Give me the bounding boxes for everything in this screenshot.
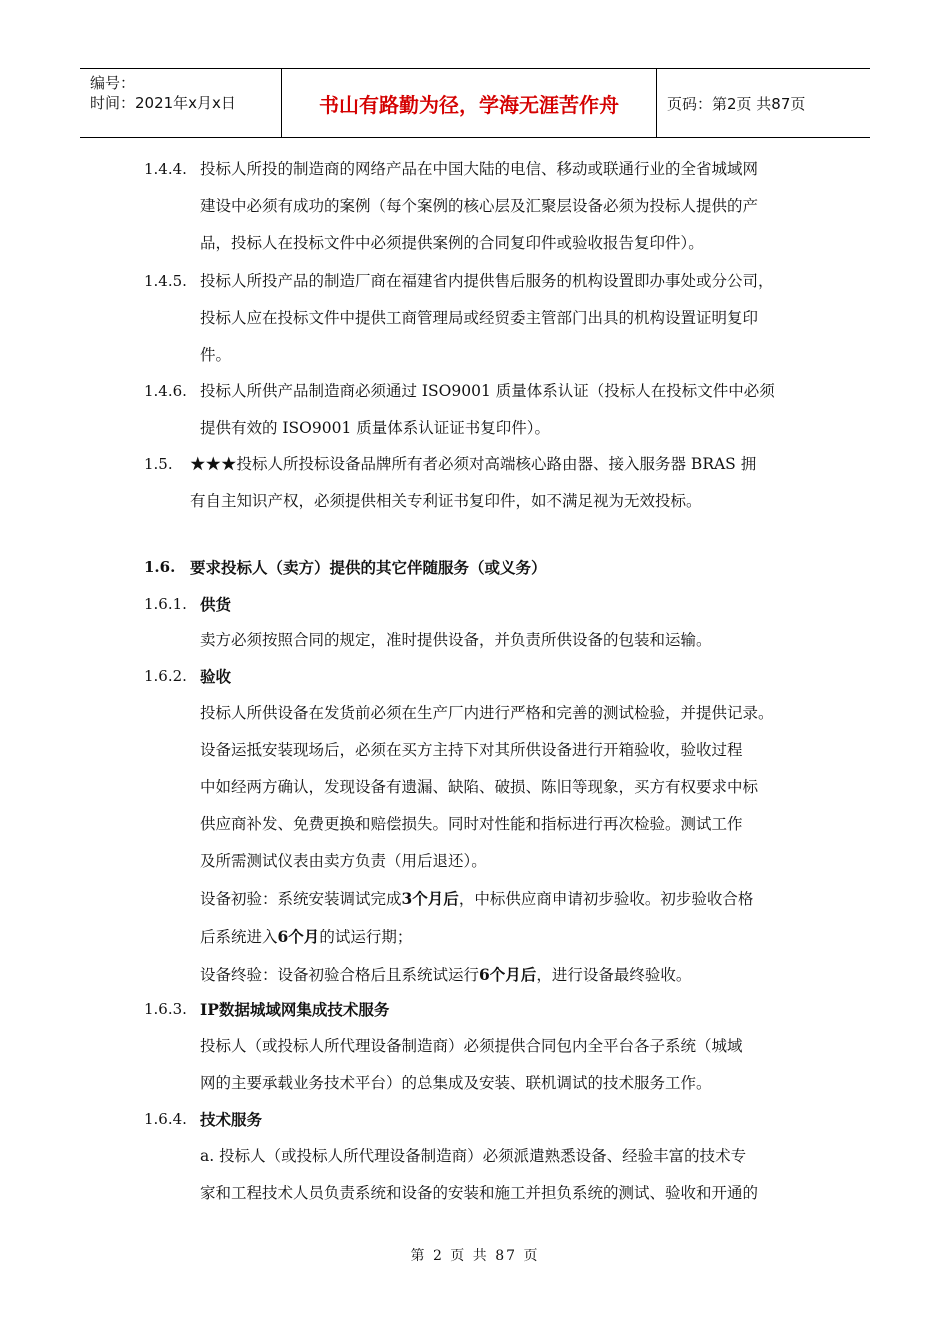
text-line: 有自主知识产权，必须提供相关专利证书复印件，如不满足视为无效投标。: [190, 492, 702, 510]
paragraph-1-6-3: [200, 1028, 743, 1102]
text-line: 建设中必须有成功的案例（每个案例的核心层及汇聚层设备必须为投标人提供的产: [200, 197, 759, 215]
page-footer: 第 2 页 共 87 页: [410, 1248, 540, 1264]
text-line: ★★★投标人所投标设备品牌所有者必须对高端核心路由器、接入服务器 BRAS 拥: [190, 455, 757, 473]
paragraph-1-5: [190, 446, 756, 520]
text-line: 网的主要承载业务技术平台）的总集成及安装、联机调试的技术服务工作。: [200, 1074, 712, 1092]
text-line: 投标人应在投标文件中提供工商管理局或经贸委主管部门出具的机构设置证明复印: [200, 309, 759, 327]
text-emphasis: 3个月后: [401, 889, 459, 908]
text-line: [200, 880, 774, 918]
text-emphasis: 6个月: [277, 927, 320, 946]
paragraph-1-6-4: [200, 1138, 758, 1212]
doc-code-label: 编号：: [90, 74, 136, 92]
text-emphasis: 6个月后: [479, 965, 537, 984]
text-line: [200, 956, 774, 994]
section-number: 1.6.4.: [144, 1110, 187, 1128]
text-span: 后系统进入: [200, 928, 278, 946]
section-number: 1.6.3.: [144, 1000, 187, 1018]
paragraph-1-4-5: [200, 263, 774, 374]
paragraph-1-4-6: [200, 373, 775, 447]
text-line: 设备运抵安装现场后，必须在买方主持下对其所供设备进行开箱验收，验收过程: [200, 741, 743, 759]
section-number: 1.4.6.: [144, 382, 187, 400]
paragraph-1-4-4: [200, 151, 758, 262]
section-heading-1-6-1: 供货: [200, 595, 232, 614]
text-line: 投标人所供产品制造商必须通过 ISO9001 质量体系认证（投标人在投标文件中必须: [200, 382, 775, 400]
text-line: 及所需测试仪表由卖方负责（用后退还）。: [200, 852, 487, 870]
section-heading-1-6-4: 技术服务: [200, 1110, 263, 1129]
text-span: 的试运行期；: [319, 928, 413, 946]
section-number: 1.6.2.: [144, 667, 187, 685]
text-line: 品，投标人在投标文件中必须提供案例的合同复印件或验收报告复印件）。: [200, 234, 704, 252]
section-number: 1.6.: [144, 558, 176, 576]
section-heading-1-6-3: IP数据城域网集成技术服务: [200, 1000, 390, 1019]
section-heading-1-6: 要求投标人（卖方）提供的其它伴随服务（或义务）: [190, 558, 547, 577]
text-line: 家和工程技术人员负责系统和设备的安装和施工并担负系统的测试、验收和开通的: [200, 1184, 759, 1202]
text-span: 设备终验：设备初验合格后且系统试运行: [200, 966, 480, 984]
section-heading-1-6-2: 验收: [200, 667, 232, 686]
text-span: 设备初验：系统安装调试完成: [200, 890, 402, 908]
text-line: 提供有效的 ISO9001 质量体系认证证书复印件）。: [200, 419, 551, 437]
doc-time-label: 时间：2021年x月x日: [90, 94, 236, 112]
text-line: [200, 918, 774, 956]
text-line: 投标人所投产品的制造厂商在福建省内提供售后服务的机构设置即办事处或分公司，: [200, 272, 774, 290]
text-span: ，进行设备最终验收。: [536, 966, 692, 984]
section-number: 1.4.4.: [144, 160, 187, 178]
text-line: 件。: [200, 346, 232, 364]
text-line: 卖方必须按照合同的规定，准时提供设备，并负责所供设备的包装和运输。: [200, 631, 712, 649]
text-line: a. 投标人（或投标人所代理设备制造商）必须派遣熟悉设备、经验丰富的技术专: [200, 1147, 747, 1165]
page-header: [80, 68, 870, 138]
paragraph-1-6-1: [200, 622, 712, 659]
section-number: 1.6.1.: [144, 595, 187, 613]
text-line: 中如经两方确认，发现设备有遗漏、缺陷、破损、陈旧等现象，买方有权要求中标: [200, 778, 759, 796]
section-number: 1.5.: [144, 455, 173, 473]
header-page-info: 页码：第2页 共87页: [667, 94, 806, 113]
text-line: 投标人（或投标人所代理设备制造商）必须提供合同包内全平台各子系统（城域: [200, 1037, 743, 1055]
text-line: 投标人所供设备在发货前必须在生产厂内进行严格和完善的测试检验，并提供记录。: [200, 704, 774, 722]
paragraph-1-6-2: [200, 695, 774, 994]
section-number: 1.4.5.: [144, 272, 187, 290]
text-line: 供应商补发、免费更换和赔偿损失。同时对性能和指标进行再次检验。测试工作: [200, 815, 743, 833]
text-span: ，中标供应商申请初步验收。初步验收合格: [458, 890, 754, 908]
header-meta: [80, 69, 282, 137]
header-motto: 书山有路勤为径，学海无涯苦作舟: [282, 69, 657, 137]
text-line: 投标人所投的制造商的网络产品在中国大陆的电信、移动或联通行业的全省城域网: [200, 160, 759, 178]
